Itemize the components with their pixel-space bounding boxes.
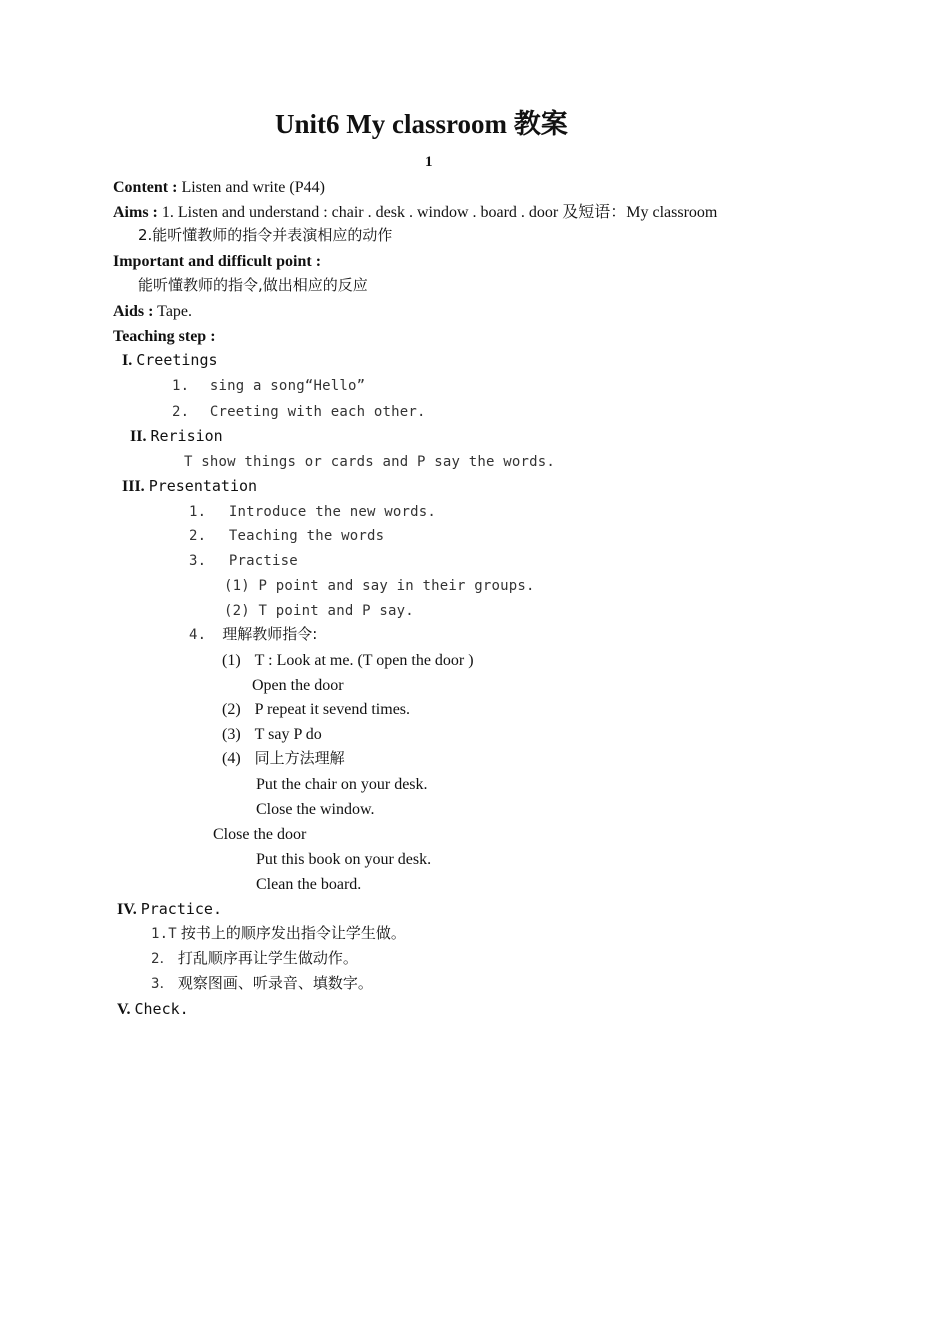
step-3-title: Presentation xyxy=(148,477,258,495)
step-3-heading xyxy=(122,479,257,495)
list-item: 1. Introduce the new words. xyxy=(189,504,436,520)
step-5-title: Check. xyxy=(134,1000,189,1018)
list-item: (2) P repeat it sevend times. xyxy=(222,701,411,718)
list-item: (4) 同上方法理解 xyxy=(222,749,345,767)
step-2-title: Rerision xyxy=(150,427,223,445)
aims-label: Aims : xyxy=(113,204,158,221)
command-line: Close the window. xyxy=(256,801,375,818)
step-4-title: Practice. xyxy=(140,900,222,918)
aims-line xyxy=(113,205,717,221)
step-3-num: III. xyxy=(122,478,145,495)
step-1-title: Creetings xyxy=(136,351,218,369)
list-item: 1.T 按书上的顺序发出指令让学生做。 xyxy=(151,924,406,942)
list-item: 2. Teaching the words xyxy=(189,528,385,544)
important-value: 能听懂教师的指令,做出相应的反应 xyxy=(138,276,368,294)
list-item: (1) P point and say in their groups. xyxy=(224,578,535,594)
page-number: 1 xyxy=(425,154,433,170)
step-5-num: V. xyxy=(117,1001,131,1018)
list-item: (1) T : Look at me. (T open the door ) xyxy=(222,652,474,669)
list-item: (2) T point and P say. xyxy=(224,603,414,619)
aims-line-1: 1. Listen and understand : chair . desk . window . board . door 及短语：My classroom xyxy=(161,204,718,221)
document-title: Unit6 My classroom 教案 xyxy=(275,109,568,139)
list-item: 1. sing a song“Hello” xyxy=(172,378,366,394)
teaching-step-label: Teaching step : xyxy=(113,328,216,345)
command-line: Close the door xyxy=(213,826,307,843)
content-value: Listen and write (P44) xyxy=(181,179,325,196)
content-label: Content : xyxy=(113,179,178,196)
step-2-num: II. xyxy=(130,428,147,445)
list-item: 3． 观察图画、听录音、填数字。 xyxy=(151,974,373,992)
command-line: Clean the board. xyxy=(256,876,362,893)
step-2-heading xyxy=(130,429,223,445)
list-item: 2. Creeting with each other. xyxy=(172,404,426,420)
list-item: Open the door xyxy=(252,677,344,694)
list-item: (3) T say P do xyxy=(222,726,322,743)
command-line: Put this book on your desk. xyxy=(256,851,432,868)
step-4-num: IV. xyxy=(117,901,137,918)
step-5-heading xyxy=(117,1002,189,1018)
aids-line xyxy=(113,304,192,320)
list-item: 2． 打乱顺序再让学生做动作。 xyxy=(151,949,358,967)
aims-line-2: 2.能听懂教师的指令并表演相应的动作 xyxy=(138,226,393,244)
list-item: 4. 理解教师指令: xyxy=(189,625,318,643)
aids-value: Tape. xyxy=(157,303,193,320)
aids-label: Aids : xyxy=(113,303,154,320)
content-line xyxy=(113,180,325,196)
list-item: 3. Practise xyxy=(189,553,298,569)
command-line: Put the chair on your desk. xyxy=(256,776,428,793)
important-label: Important and difficult point : xyxy=(113,253,322,270)
step-1-num: I. xyxy=(122,352,133,369)
step-2-text: T show things or cards and P say the words. xyxy=(184,454,556,470)
step-4-heading xyxy=(117,902,222,918)
step-1-heading xyxy=(122,353,218,369)
